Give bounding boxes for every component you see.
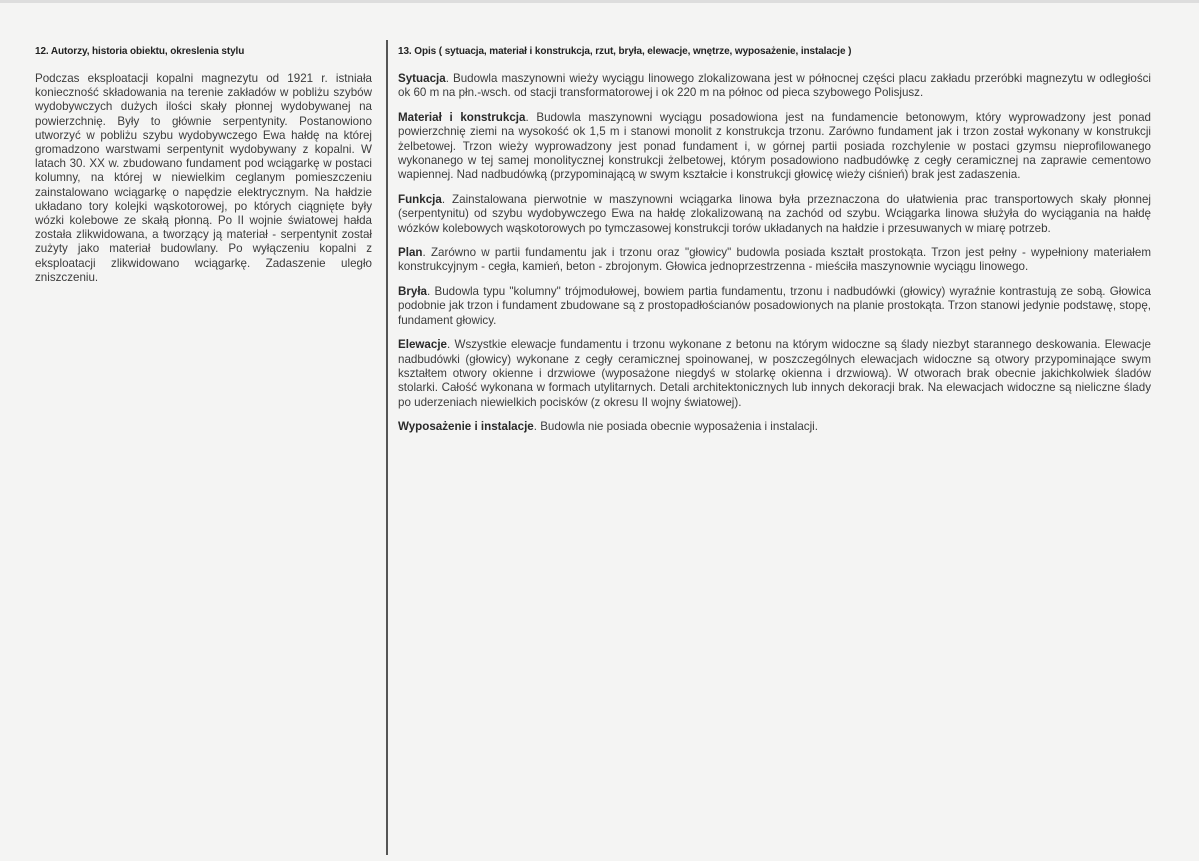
paragraph-material-konstrukcja: [398, 111, 1151, 183]
paragraph-funkcja: [398, 193, 1151, 236]
top-edge: [0, 0, 1199, 3]
text-wyposazenie: . Budowla nie posiada obecnie wyposażenia i instalacji.: [533, 420, 818, 434]
paragraph-plan: [398, 246, 1151, 275]
paragraph-bryla: [398, 285, 1151, 328]
section-13-heading: 13. Opis ( sytuacja, materiał i konstrukcja, rzut, bryła, elewacje, wnętrze, wyposażenie, instalacje ): [398, 46, 852, 57]
text-elewacje: . Wszystkie elewacje fundamentu i trzonu wykonane z betonu na którym widoczne są ślady niezbyt starannego deskowania. Elewacje nadbudówki (głowicy) wykonane z cegły ceramicznej spoinowanej, w poszczególnych elewacjach widoczne są otwory przypominające swym kształtem otwory okienne i drzwiowe (wyposażone niegdyś w stolarkę okienna i drzwiową). W otworach brak obecnie jakichkolwiek śladów stolarki. Całość wykonana w formach utylitarnych. Detali architektonicznych lub innych dekoracji brak. Na elewacjach widoczne są nieliczne ślady po uderzeniach niewielkich pocisków (z okresu II wojny światowej).: [398, 338, 1151, 409]
label-plan: Plan: [398, 246, 423, 260]
text-sytuacja: . Budowla maszynowni wieży wyciągu linowego zlokalizowana jest w północnej części placu zakładu przeróbki magnezytu w odległości ok 60 m na płn.-wsch. od stacji transformatorowej i ok 220 m na północ od pieca szybowego Polisjusz.: [398, 72, 1151, 100]
text-material-konstrukcja: . Budowla maszynowni wyciągu posadowiona jest na fundamencie betonowym, który wyprowadzony jest ponad powierzchnię ziemi na wysokość ok 1,5 m i stanowi monolit z konstrukcja trzonu. Zarówno fundament jak i trzon został wykonany w konstrukcji żelbetowej. Trzon wieży wyprowadzony jest ponad fundament i, w górnej partii posiada rozchylenie w postaci gzymsu nieprofilowanego wykonanego w tej samej monolitycznej konstrukcji żelbetowej, którym posadowiono nadbudówkę z cegły ceramicznej na zaprawie cementowo wapiennej. Nad nadbudówką (przypominającą w swym kształcie i konstrukcji głowicę wieży ciśnień) brak jest zadaszenia.: [398, 110, 1152, 182]
label-sytuacja: Sytuacja: [398, 72, 446, 85]
paragraph-sytuacja: [398, 72, 1151, 101]
column-divider: [386, 40, 388, 855]
text-funkcja: . Zainstalowana pierwotnie w maszynowni wciągarka linowa była przeznaczona do ułatwienia prac transportowych skały płonnej (serpentynitu) od szybu wydobywczego Ewa na hałdę zlokalizowaną na zachód od szybu. Wciągarka linowa służyła do wyciągania na hałdę wózków kolebowych wąskotorowych po tymczasowej konstrukcji torów układanych na hałdzie i przesuwanych w miarę potrzeb.: [398, 192, 1151, 235]
label-bryla: Bryła: [398, 284, 428, 298]
label-elewacje: Elewacje: [398, 338, 447, 352]
label-wyposazenie: Wyposażenie i instalacje: [398, 420, 534, 434]
section-12-text: Podczas eksploatacji kopalni magnezytu od 1921 r. istniała konieczność składowania na terenie zakładów w pobliżu szybów wydobywczych dużych ilości skały płonnej wydobywanej na powierzchnię. Były to głównie serpentynity. Postanowiono utworzyć w pobliżu szybu wydobywczego Ewa hałdę na której gromadzono warstwami serpentynit wydobywany z kopalni. W latach 30. XX w. zbudowano fundament pod wciągarkę w postaci kolumny, na której w niewielkim ceglanym pomieszczeniu zainstalowano wciągarkę o napędzie elektrycznym. Na hałdzie układano tory kolejki wąskotorowej, po których ciągnięte były wózki kolebowe ze skałą płonną. Po II wojnie światowej hałda została zlikwidowana, a tworzący ją materiał - serpentynit został zużyty jako materiał budowlany. Po wyłączeniu kopalni z eksploatacji zlikwidowano wciągarkę. Zadaszenie uległo zniszczeniu.: [35, 72, 372, 284]
left-column: [35, 46, 372, 285]
paragraph-wyposazenie: [398, 420, 1151, 434]
label-material-konstrukcja: Materiał i konstrukcja: [398, 110, 526, 124]
text-bryla: . Budowla typu "kolumny" trójmodułowej, bowiem partia fundamentu, trzonu i nadbudówki (głowicy) wyraźnie kontrastują ze sobą. Głowica podobnie jak trzon i fundament zbudowane są z prostopadłościanów posadowionych na planie prostokąta. Trzon stanowi jedynie podstawę, stopę, fundament głowicy.: [398, 284, 1151, 327]
paragraph-elewacje: [398, 338, 1151, 410]
section-12-heading: 12. Autorzy, historia obiektu, okreslenia stylu: [35, 46, 245, 57]
right-column: [398, 46, 1151, 445]
text-plan: . Zarówno w partii fundamentu jak i trzonu oraz "głowicy" budowla posiada kształt prostokąta. Trzon jest pełny - wypełniony materiałem konstrukcyjnym - cegła, kamień, beton - zbrojonym. Głowica jednoprzestrzenna - mieściła maszynownie wyciągu linowego.: [398, 246, 1151, 274]
label-funkcja: Funkcja: [398, 192, 442, 206]
